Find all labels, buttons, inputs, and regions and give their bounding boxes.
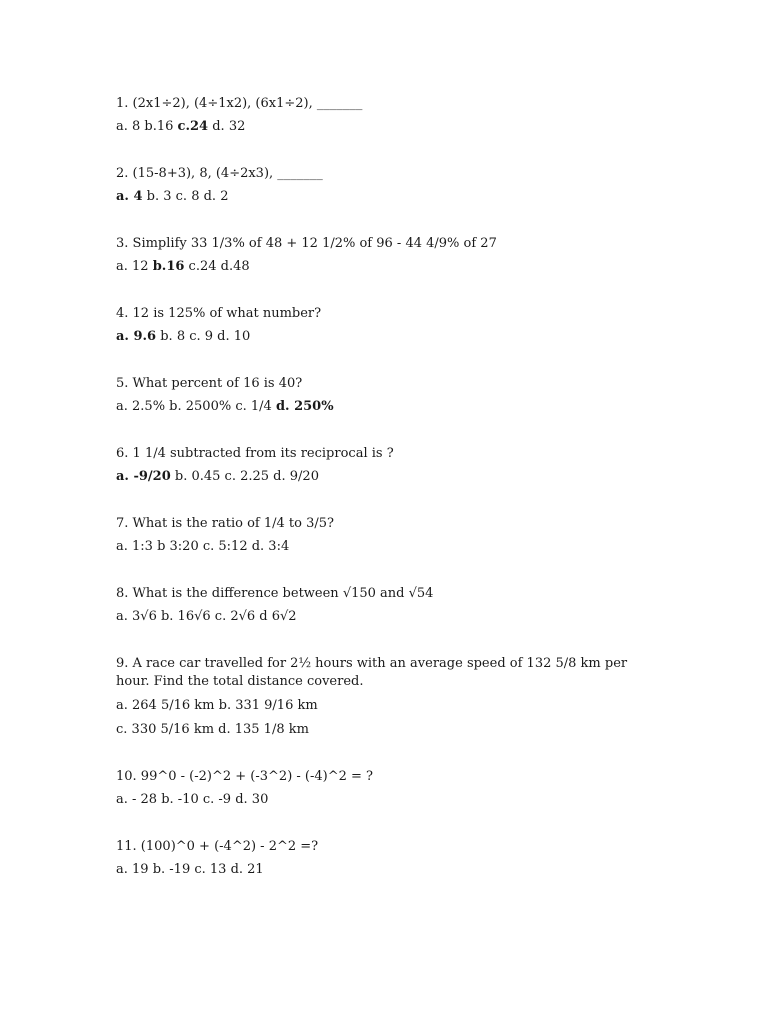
question-item <box>116 165 656 205</box>
question-text: 8. What is the difference between √150 and √54 <box>116 586 434 601</box>
question-item <box>116 585 656 625</box>
answer-options <box>116 188 656 205</box>
correct-answer: c.24 <box>177 119 209 134</box>
question-item <box>116 838 656 878</box>
answer-options <box>116 861 656 878</box>
correct-answer: a. -9/20 <box>116 469 171 484</box>
answer-segment: b. 0.45 c. 2.25 d. 9/20 <box>170 469 319 484</box>
answer-segment: a. 2.5% b. 2500% c. 1/4 <box>116 399 276 414</box>
question-text: 10. 99^0 - (-2)^2 + (-3^2) - (-4)^2 = ? <box>116 769 374 784</box>
answer-options <box>116 118 656 135</box>
answer-options <box>116 258 656 275</box>
correct-answer: d. 250% <box>275 399 334 414</box>
answer-options <box>116 697 656 714</box>
answer-options <box>116 398 656 415</box>
question-text: 7. What is the ratio of 1/4 to 3/5? <box>116 516 334 531</box>
question-text: 3. Simplify 33 1/3% of 48 + 12 1/2% of 96 - 44 4/9% of 27 <box>116 236 497 251</box>
answer-options <box>116 328 656 345</box>
correct-answer: a. 9.6 <box>116 329 157 344</box>
correct-answer: a. 4 <box>116 189 143 204</box>
question-text: 9. A race car travelled for 2½ hours with an average speed of 132 5/8 km per hour. Find the total distance covered. <box>116 656 628 689</box>
answer-segment: a. 1:3 b 3:20 c. 5:12 d. 3:4 <box>116 539 290 554</box>
question-text: 4. 12 is 125% of what number? <box>116 306 322 321</box>
question-item <box>116 655 656 738</box>
answer-segment: a. 8 b.16 <box>116 119 178 134</box>
question-text: 2. (15-8+3), 8, (4÷2x3), _______ <box>116 166 323 181</box>
answer-segment: c.24 d.48 <box>184 259 250 274</box>
answer-segment: b. 3 c. 8 d. 2 <box>142 189 229 204</box>
answer-segment: b. 8 c. 9 d. 10 <box>156 329 251 344</box>
answer-segment: c. 330 5/16 km d. 135 1/8 km <box>116 722 309 737</box>
question-item <box>116 768 656 808</box>
answer-options <box>116 538 656 555</box>
question-text: 6. 1 1/4 subtracted from its reciprocal is ? <box>116 446 394 461</box>
answer-options <box>116 721 656 738</box>
question-item <box>116 95 656 135</box>
question-item <box>116 375 656 415</box>
answer-options <box>116 468 656 485</box>
answer-segment: a. - 28 b. -10 c. -9 d. 30 <box>116 792 269 807</box>
question-item <box>116 445 656 485</box>
answer-segment: a. 19 b. -19 c. 13 d. 21 <box>116 862 264 877</box>
question-item <box>116 515 656 555</box>
answer-options <box>116 608 656 625</box>
question-item <box>116 235 656 275</box>
answer-options <box>116 791 656 808</box>
answer-segment: a. 264 5/16 km b. 331 9/16 km <box>116 698 318 713</box>
question-text: 11. (100)^0 + (-4^2) - 2^2 =? <box>116 839 319 854</box>
question-item <box>116 305 656 345</box>
correct-answer: b.16 <box>152 259 185 274</box>
question-text: 1. (2x1÷2), (4÷1x2), (6x1÷2), _______ <box>116 96 363 111</box>
answer-segment: d. 32 <box>208 119 246 134</box>
question-text: 5. What percent of 16 is 40? <box>116 376 303 391</box>
quiz-document <box>116 95 656 878</box>
answer-segment: a. 3√6 b. 16√6 c. 2√6 d 6√2 <box>116 609 297 624</box>
answer-segment: a. 12 <box>116 259 153 274</box>
